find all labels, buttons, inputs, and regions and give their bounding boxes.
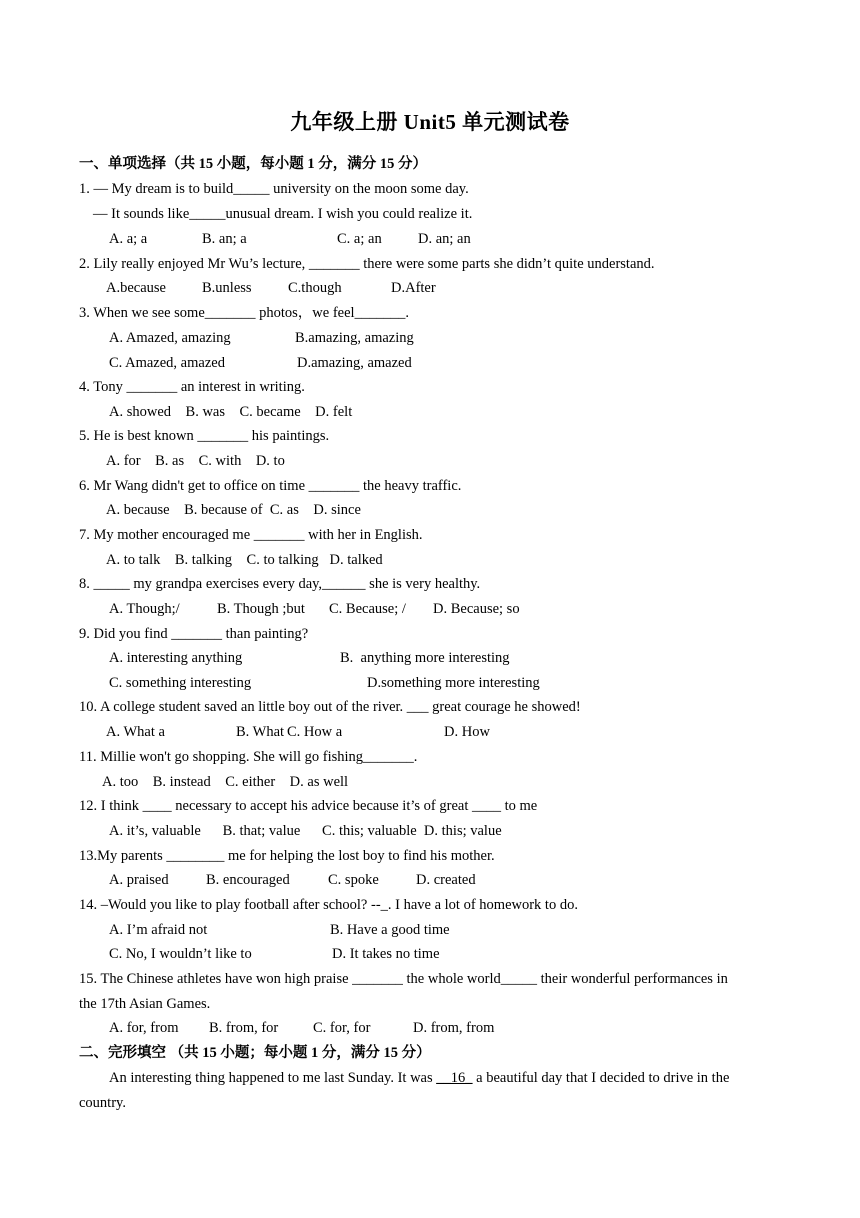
question-6: 6. Mr Wang didn't get to office on time _______ the heavy traffic. [79, 478, 462, 494]
question-14: 14. –Would you like to play football after school? --_. I have a lot of homework to do. [79, 897, 578, 913]
q9-option-a: A. interesting anything [109, 650, 243, 666]
q8-option-d: D. Because; so [433, 601, 520, 617]
q13-option-a: A. praised [109, 872, 169, 888]
page-title: 九年级上册 Unit5 单元测试卷 [290, 110, 570, 134]
q15-option-a: A. for, from [109, 1020, 179, 1036]
cloze-paragraph [109, 1069, 729, 1087]
q11-options: A. too B. instead C. either D. as well [102, 774, 349, 790]
question-1-reply: — It sounds like_____unusual dream. I wish you could realize it. [93, 206, 473, 222]
q10-option-c: C. How a [287, 724, 343, 740]
q13-option-d: D. created [416, 872, 476, 888]
question-4: 4. Tony _______ an interest in writing. [79, 379, 305, 395]
q5-options: A. for B. as C. with D. to [106, 453, 285, 469]
q12-options: A. it’s, valuable B. that; value C. this; valuable D. this; value [109, 823, 502, 839]
q8-option-c: C. Because; / [329, 601, 406, 617]
q14-option-d: D. It takes no time [332, 946, 440, 962]
q2-option-b: B.unless [202, 280, 252, 296]
q6-options: A. because B. because of C. as D. since [106, 502, 361, 518]
q3-option-c: C. Amazed, amazed [109, 355, 225, 371]
q15-option-c: C. for, for [313, 1020, 371, 1036]
q2-option-c: C.though [288, 280, 342, 296]
question-8: 8. _____ my grandpa exercises every day,______ she is very healthy. [79, 576, 481, 592]
q8-option-b: B. Though ;but [217, 601, 305, 617]
question-13: 13.My parents ________ me for helping the lost boy to find his mother. [79, 848, 495, 864]
cloze-paragraph-cont: country. [79, 1095, 126, 1111]
question-7: 7. My mother encouraged me _______ with her in English. [79, 527, 423, 543]
q14-option-a: A. I’m afraid not [109, 922, 208, 938]
cloze-text-before: An interesting thing happened to me last Sunday. It was [109, 1070, 437, 1086]
q3-option-b: B.amazing, amazing [295, 330, 414, 346]
q13-option-c: C. spoke [328, 872, 379, 888]
question-15-cont: the 17th Asian Games. [79, 996, 211, 1012]
q1-option-d: D. an; an [418, 231, 471, 247]
q8-option-a: A. Though;/ [109, 601, 180, 617]
question-3: 3. When we see some_______ photos，we feel_______. [79, 305, 409, 321]
q13-option-b: B. encouraged [206, 872, 290, 888]
q10-option-d: D. How [444, 724, 490, 740]
q14-option-b: B. Have a good time [330, 922, 450, 938]
q9-option-c: C. something interesting [109, 675, 252, 691]
question-9: 9. Did you find _______ than painting? [79, 626, 309, 642]
q10-option-a: A. What a [106, 724, 165, 740]
cloze-blank-16: __16_ [436, 1070, 473, 1086]
q9-option-d: D.something more interesting [367, 675, 540, 691]
q3-option-d: D.amazing, amazed [297, 355, 412, 371]
q2-option-a: A.because [106, 280, 166, 296]
question-5: 5. He is best known _______ his paintings. [79, 428, 330, 444]
question-1: 1. — My dream is to build_____ university on the moon some day. [79, 181, 469, 197]
question-12: 12. I think ____ necessary to accept his advice because it’s of great ____ to me [79, 798, 538, 814]
cloze-text-after: a beautiful day that I decided to drive in the [472, 1070, 730, 1086]
q7-options: A. to talk B. talking C. to talking D. talked [106, 552, 383, 568]
q14-option-c: C. No, I wouldn’t like to [109, 946, 252, 962]
q3-option-a: A. Amazed, amazing [109, 330, 231, 346]
q15-option-d: D. from, from [413, 1020, 495, 1036]
question-10: 10. A college student saved an little boy out of the river. ___ great courage he showed! [79, 699, 581, 715]
q1-option-b: B. an; a [202, 231, 247, 247]
section-2-heading: 二、完形填空 （共 15 小题；每小题 1 分，满分 15 分） [79, 1045, 431, 1061]
q9-option-b: B. anything more interesting [340, 650, 510, 666]
q1-option-c: C. a; an [337, 231, 382, 247]
q1-option-a: A. a; a [109, 231, 148, 247]
q4-options: A. showed B. was C. became D. felt [109, 404, 353, 420]
section-1-heading: 一、单项选择（共 15 小题，每小题 1 分，满分 15 分） [79, 156, 427, 172]
q2-option-d: D.After [391, 280, 436, 296]
question-11: 11. Millie won't go shopping. She will go fishing_______. [79, 749, 418, 765]
question-15: 15. The Chinese athletes have won high praise _______ the whole world_____ their wonderful performances in [79, 971, 728, 987]
q15-option-b: B. from, for [209, 1020, 279, 1036]
q10-option-b: B. What [236, 724, 285, 740]
question-2: 2. Lily really enjoyed Mr Wu’s lecture, _______ there were some parts she didn’t quite understand. [79, 256, 655, 272]
